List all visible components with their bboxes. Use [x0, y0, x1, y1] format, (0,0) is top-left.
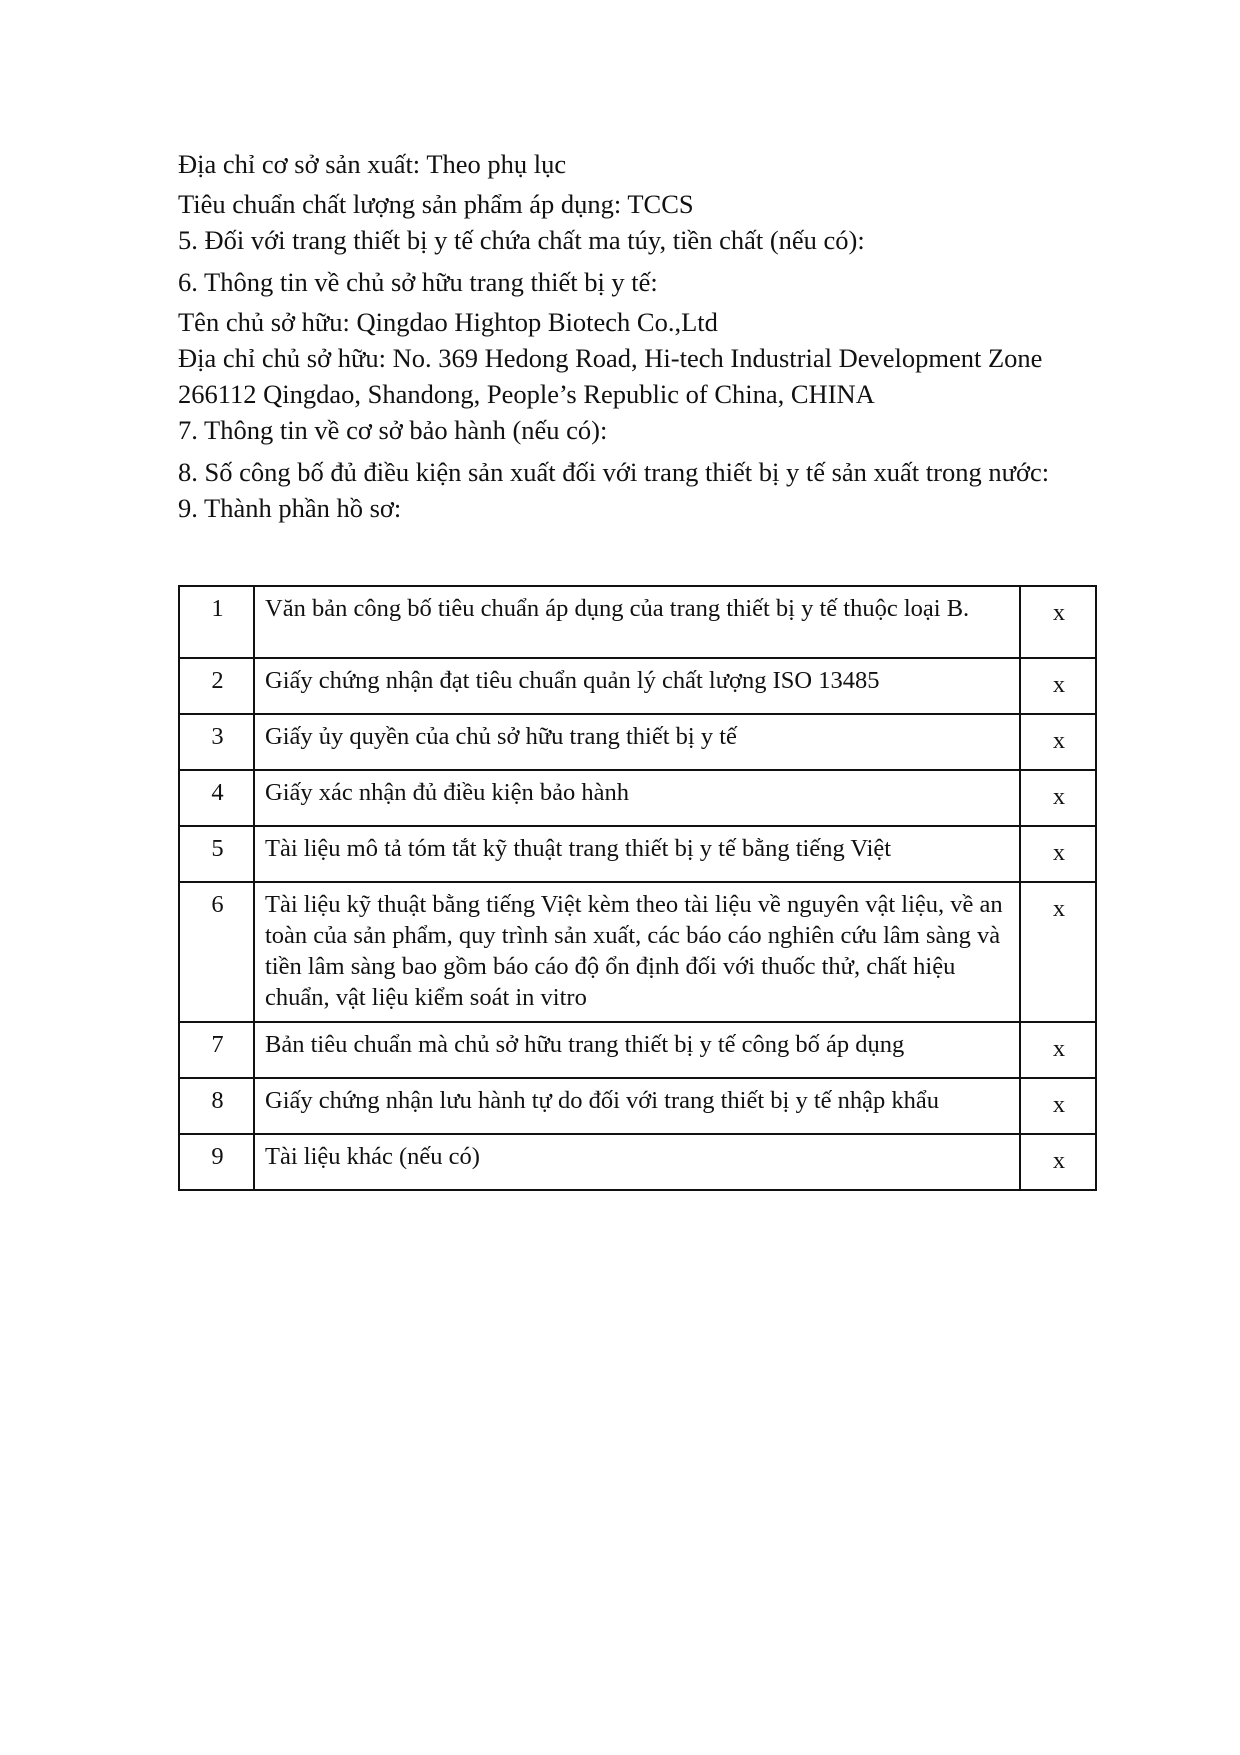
owner-address-paragraph: Địa chỉ chủ sở hữu: No. 369 Hedong Road, Hi-tech Industrial Development Zone 266112 Qingdao, Shandong, People’s Republic of China, CHINA — [178, 343, 1043, 409]
documents-table — [178, 585, 1097, 1191]
table-row — [179, 882, 1096, 1022]
row-number: 2 — [179, 658, 254, 714]
item-5-line: 5. Đối với trang thiết bị y tế chứa chất ma túy, tiền chất (nếu có): — [178, 225, 865, 255]
check-mark: x — [1020, 1022, 1096, 1078]
check-mark: x — [1020, 770, 1096, 826]
document-description: Giấy ủy quyền của chủ sở hữu trang thiết bị y tế — [254, 714, 1020, 770]
table-row — [179, 1022, 1096, 1078]
quality-standard-line: Tiêu chuẩn chất lượng sản phẩm áp dụng: TCCS — [178, 189, 694, 219]
table-row — [179, 1078, 1096, 1134]
item-7-line: 7. Thông tin về cơ sở bảo hành (nếu có): — [178, 415, 608, 445]
table-row — [179, 714, 1096, 770]
check-mark: x — [1020, 826, 1096, 882]
production-address-line: Địa chỉ cơ sở sản xuất: Theo phụ lục — [178, 149, 567, 179]
item-9-line: 9. Thành phần hồ sơ: — [178, 493, 402, 523]
document-description: Văn bản công bố tiêu chuẩn áp dụng của trang thiết bị y tế thuộc loại B. — [254, 586, 1020, 658]
row-number: 1 — [179, 586, 254, 658]
document-description: Giấy chứng nhận đạt tiêu chuẩn quản lý chất lượng ISO 13485 — [254, 658, 1020, 714]
check-mark: x — [1020, 882, 1096, 1022]
row-number: 6 — [179, 882, 254, 1022]
check-mark: x — [1020, 658, 1096, 714]
document-description: Tài liệu khác (nếu có) — [254, 1134, 1020, 1190]
item-6-line: 6. Thông tin về chủ sở hữu trang thiết bị y tế: — [178, 267, 658, 297]
check-mark: x — [1020, 1078, 1096, 1134]
row-number: 7 — [179, 1022, 254, 1078]
owner-name-line: Tên chủ sở hữu: Qingdao Hightop Biotech Co.,Ltd — [178, 307, 718, 337]
document-description: Giấy xác nhận đủ điều kiện bảo hành — [254, 770, 1020, 826]
table-row — [179, 586, 1096, 658]
document-description: Giấy chứng nhận lưu hành tự do đối với trang thiết bị y tế nhập khẩu — [254, 1078, 1020, 1134]
document-description: Bản tiêu chuẩn mà chủ sở hữu trang thiết bị y tế công bố áp dụng — [254, 1022, 1020, 1078]
check-mark: x — [1020, 714, 1096, 770]
row-number: 4 — [179, 770, 254, 826]
table-row — [179, 770, 1096, 826]
document-body — [178, 146, 1098, 526]
item-8-paragraph: 8. Số công bố đủ điều kiện sản xuất đối với trang thiết bị y tế sản xuất trong nước: — [178, 457, 1050, 487]
check-mark: x — [1020, 586, 1096, 658]
table-row — [179, 658, 1096, 714]
row-number: 5 — [179, 826, 254, 882]
table-row — [179, 1134, 1096, 1190]
row-number: 3 — [179, 714, 254, 770]
row-number: 9 — [179, 1134, 254, 1190]
row-number: 8 — [179, 1078, 254, 1134]
table-row — [179, 826, 1096, 882]
document-description: Tài liệu mô tả tóm tắt kỹ thuật trang thiết bị y tế bằng tiếng Việt — [254, 826, 1020, 882]
document-description: Tài liệu kỹ thuật bằng tiếng Việt kèm theo tài liệu về nguyên vật liệu, về an toàn của sản phẩm, quy trình sản xuất, các báo cáo nghiên cứu lâm sàng và tiền lâm sàng bao gồm báo cáo độ ổn định đối với thuốc thử, chất hiệu chuẩn, vật liệu kiểm soát in vitro — [254, 882, 1020, 1022]
check-mark: x — [1020, 1134, 1096, 1190]
